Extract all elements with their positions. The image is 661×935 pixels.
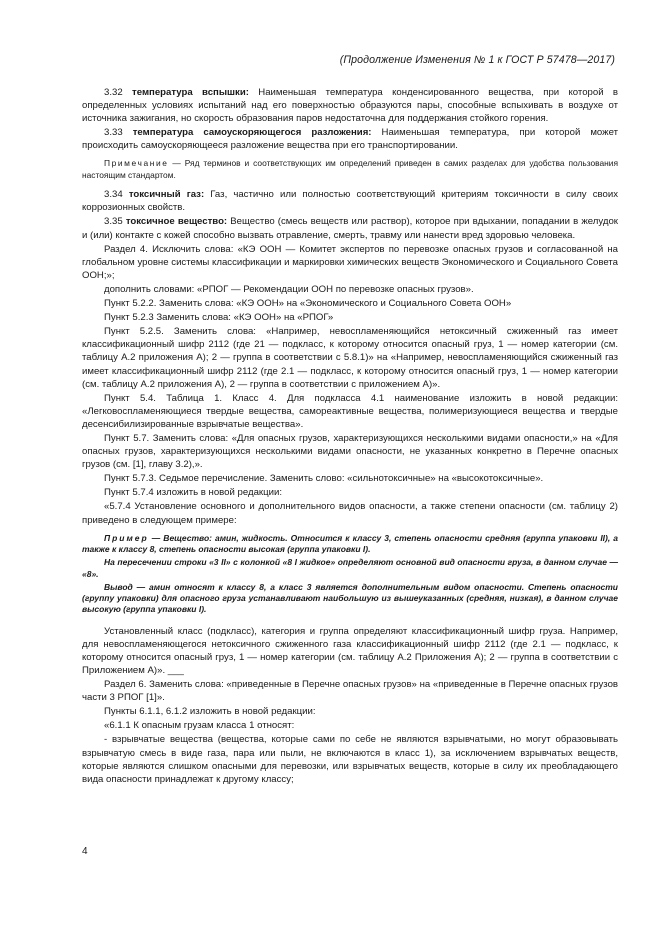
clause-3-33 <box>82 126 618 152</box>
clause-5-7-4-amendment: Пункт 5.7.4 изложить в новой редакции: <box>104 487 282 499</box>
clause-3-35 <box>82 215 618 241</box>
term: температура самоускоряющегося разложения: <box>132 127 372 139</box>
document-body <box>82 86 618 787</box>
clause-3-32 <box>82 86 618 125</box>
definition: Наименьшая температура конденсированного вещества, при которой в определенных условиях испытаний над его поверхностью образуются пары, способные вспыхивать в воздухе от источника зажигания, но скорость образования паров недостаточна для поддержания стойкого горения. <box>82 87 618 125</box>
term: температура вспышки: <box>132 87 249 98</box>
clause-5-2-3-amendment: Пункт 5.2.3 Заменить слова: «КЭ ООН» на «РПОГ» <box>104 312 334 324</box>
clause-6-1-amendment: Пункты 6.1.1, 6.1.2 изложить в новой редакции: <box>104 706 316 718</box>
clause-number: 3.35 <box>104 216 123 228</box>
clause-5-4-amendment: Пункт 5.4. Таблица 1. Класс 4. Для подкласса 4.1 наименование изложить в новой редакции: «Легковоспламеняющиеся твердые вещества, самореактивные вещества, полимеризующиеся вещества и твердые десенсибилизированные взрывчатые вещества». <box>82 392 618 430</box>
example-line-2: На пересечении строки «3 II» с колонкой «8 I жидкое» определяют основной вид опасности груза, в данном случае — «8». <box>82 557 618 579</box>
note <box>82 158 618 181</box>
clause-5-2-2-amendment: Пункт 5.2.2. Заменить слова: «КЭ ООН» на «Экономического и Социального Совета ООН» <box>104 298 512 310</box>
example-line-3: Вывод — амин относят к классу 8, а класс 3 является дополнительным видом опасности. Степень опасности (группу упаковки) для опасного груза устанавливают наибольшую из вышеуказанных (средняя, низкая), в данном случае высокую (группа упаковки I). <box>82 581 618 615</box>
section-4-amendment: Раздел 4. Исключить слова: «КЭ ООН — Комитет экспертов по перевозке опасных грузов и согласованной на глобальном уровне системы классификации и маркировки химических веществ Экономического и Социального Совета ООН;»; <box>82 243 618 281</box>
classification-paragraph: Установленный класс (подкласс), категория и группа определяют классификационный шифр груза. Например, для невоспламеняющегося нетоксичного сжиженного газа классификационный шифр 2112 (где 2.1 — подкласс, к которому относится опасный груз, 1 — номер категории (см. таблицу А.2 Приложения А); 2 — группа в соответствии с Приложением А)». ___ <box>82 625 618 676</box>
clause-number: 3.32 <box>104 87 123 98</box>
clause-5-7-amendment: Пункт 5.7. Заменить слова: «Для опасных грузов, характеризующихся несколькими видами опасности,» на «Для опасных грузов, характеризующихся несколькими видами опасности, не указанных конкретно в Перечне опасных грузов (см. [1], главу 3.2),». <box>82 432 618 471</box>
clause-6-1-1-quote: «6.1.1 К опасным грузам класса 1 относят: <box>104 720 295 732</box>
definition: Вещество (смесь веществ или раствор), которое при вдыхании, попадании в желудок и (или) контакте с кожей способно вызвать отравление, смерть, травму или нанести вред здоровью человека. <box>82 216 619 241</box>
term: токсичный газ: <box>128 189 205 201</box>
definition: Газ, частично или полностью соответствующий критериям токсичности в силу своих коррозионных свойств. <box>82 189 619 214</box>
clause-5-7-3-amendment: Пункт 5.7.3. Седьмое перечисление. Заменить слово: «сильнотоксичные» на «высокотоксичные». <box>104 473 544 485</box>
clause-6-1-1-bullet: - взрывчатые вещества (вещества, которые сами по себе не являются взрывчатыми, но могут образовывать взрывчатую смесь в виде газа, пара или пыли, не включаются в класс 1), за исключением взрывчатых веществ, которые являются слишком опасными для перевозки, или взрывчатых веществ, которые в силу их преобладающего вида опасности принадлежат к другому классу; <box>82 734 618 785</box>
note-label: Примечание <box>104 158 169 169</box>
clause-5-7-4-quote: «5.7.4 Установление основного и дополнительного видов опасности, а также степени опасности (см. таблицу 2) приведено в следующем примере: <box>82 501 618 526</box>
section-6-amendment: Раздел 6. Заменить слова: «приведенные в Перечне опасных грузов» на «приведенные в Перечне опасных грузов части 3 РПОГ [1]». <box>82 679 618 704</box>
clause-number: 3.34 <box>104 189 123 201</box>
example-label: Пример <box>104 532 149 543</box>
clause-5-2-5-amendment: Пункт 5.2.5. Заменить слова: «Например, невоспламеняющийся нетоксичный сжиженный газ имеет классификационный шифр 2112 (где 21 — подкласс, к которому относится опасный груз, 1 — номер категории (см. таблицу А.2 приложения А); 2 — группа в соответствии с 5.8.1)» на «Например, невоспламеняющийся сжиженный газ имеет классификационный шифр 2112 (где 2.1 — подкласс, к которому относится опасный груз, 1 — номер категории (см. таблицу А.2 приложения А), 2 — группа в соответствии с приложением А)». <box>82 326 618 390</box>
example-line-1 <box>82 533 618 556</box>
example-text: — Вещество: амин, жидкость. Относится к классу 3, степень опасности средняя (группа упаковки II), а также к классу 8, степень опасности высокая (группа упаковки I). <box>82 532 618 554</box>
clause-3-34 <box>82 188 618 214</box>
term: токсичное вещество: <box>125 216 228 228</box>
page-number: 4 <box>82 846 88 857</box>
clause-number: 3.33 <box>104 127 123 139</box>
section-4-addition: дополнить словами: «РПОГ — Рекомендации ООН по перевозке опасных грузов». <box>104 283 474 295</box>
running-header: (Продолжение Изменения № 1 к ГОСТ Р 57478—2017) <box>339 54 615 66</box>
example-block <box>82 533 618 616</box>
note-text: — Ряд терминов и соответствующих им определений приведен в самих разделах для удобства пользования настоящим стандартом. <box>82 158 618 180</box>
definition: Наименьшая температура, при которой может происходить самоускоряющееся разложение вещества при его транспортировании. <box>82 127 618 152</box>
